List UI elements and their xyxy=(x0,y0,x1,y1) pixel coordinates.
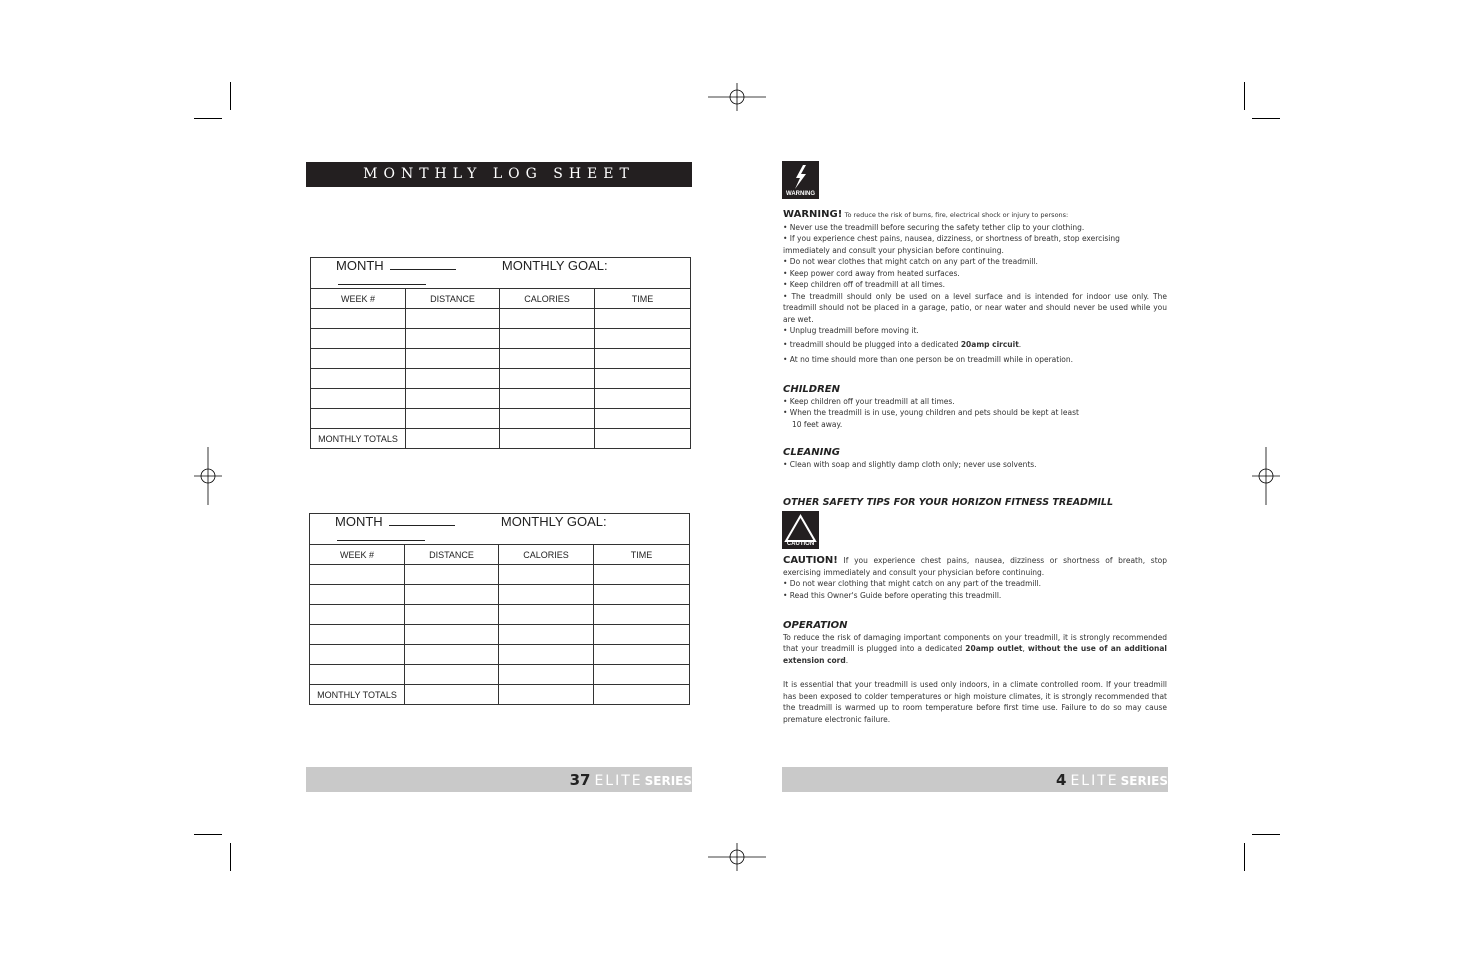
table-cell[interactable] xyxy=(311,329,406,349)
children-section xyxy=(783,384,1167,430)
operation-section xyxy=(783,620,1167,725)
table-cell[interactable] xyxy=(310,645,405,665)
warning-section xyxy=(783,209,1167,366)
table-cell[interactable] xyxy=(310,565,405,585)
table-cell[interactable] xyxy=(405,645,499,665)
table-cell[interactable] xyxy=(311,349,406,369)
crop-mark xyxy=(230,82,231,110)
table-row xyxy=(311,389,691,409)
table-cell[interactable] xyxy=(406,409,500,429)
list-item: • At no time should more than one person be on treadmill while in operation. xyxy=(783,355,1074,364)
table-cell[interactable] xyxy=(499,645,594,665)
list-item: • Keep children off of treadmill at all times. xyxy=(783,280,946,289)
table-cell[interactable] xyxy=(500,409,595,429)
children-heading: CHILDREN xyxy=(783,384,841,395)
crop-mark xyxy=(194,834,222,835)
registration-mark-icon xyxy=(708,83,766,111)
table-cell[interactable] xyxy=(406,309,500,329)
table-cell[interactable] xyxy=(595,329,691,349)
monthly-log-table xyxy=(310,257,691,449)
table-cell[interactable] xyxy=(499,585,594,605)
list-item: 10 feet away. xyxy=(792,419,843,429)
list-item: • Keep power cord away from heated surfaces. xyxy=(783,268,960,278)
table-cell[interactable] xyxy=(406,329,500,349)
caution-icon-label: CAUTION xyxy=(786,541,815,547)
table-cell[interactable] xyxy=(311,389,406,409)
table-cell[interactable] xyxy=(499,665,594,685)
table-row xyxy=(310,645,690,665)
table-cell[interactable] xyxy=(499,625,594,645)
list-item: • Do not wear clothes that might catch on any part of the treadmill. xyxy=(783,257,1038,266)
table-cell[interactable] xyxy=(594,665,690,685)
table-cell[interactable] xyxy=(310,665,405,685)
list-item: • Clean with soap and slightly damp cloth only; never use solvents. xyxy=(783,459,1037,469)
table-row xyxy=(311,309,691,329)
table-cell[interactable] xyxy=(595,349,691,369)
table-cell[interactable] xyxy=(406,369,500,389)
table-cell[interactable] xyxy=(310,625,405,645)
month-goal-row xyxy=(311,258,691,289)
table-cell[interactable] xyxy=(405,585,499,605)
table-cell[interactable] xyxy=(499,565,594,585)
column-header-week: WEEK # xyxy=(310,545,405,565)
table-row xyxy=(310,565,690,585)
table-row xyxy=(311,329,691,349)
list-item: • Read this Owner's Guide before operating this treadmill. xyxy=(783,590,1002,600)
month-field[interactable] xyxy=(389,515,455,526)
table-cell[interactable] xyxy=(500,329,595,349)
monthly-totals-label: MONTHLY TOTALS xyxy=(310,685,405,705)
operation-paragraph xyxy=(783,632,1167,667)
brand-elite: ELITE xyxy=(594,773,643,789)
caution-text: If you experience chest pains, nausea, dizziness or shortness of breath, stop exercising immediately and consult your physician before continuing. xyxy=(783,556,1167,577)
month-goal-row xyxy=(310,514,690,545)
brand-elite: ELITE xyxy=(1070,773,1119,789)
table-cell[interactable] xyxy=(500,389,595,409)
table-cell[interactable] xyxy=(594,585,690,605)
table-cell[interactable] xyxy=(595,369,691,389)
crop-mark xyxy=(230,843,231,871)
circuit-suffix: . xyxy=(1018,339,1022,349)
crop-mark xyxy=(1244,843,1245,871)
table-cell[interactable] xyxy=(311,309,406,329)
table-cell[interactable] xyxy=(311,369,406,389)
table-row xyxy=(310,625,690,645)
list-item: • The treadmill should only be used on a level surface and is intended for indoor use only. The treadmill should not be placed in a garage, patio, or near water and should never be used while you are wet. xyxy=(783,291,1167,324)
table-cell[interactable] xyxy=(405,605,499,625)
column-header-distance: DISTANCE xyxy=(406,289,500,309)
table-cell[interactable] xyxy=(406,389,500,409)
registration-mark-icon xyxy=(1252,447,1280,505)
month-label: MONTH xyxy=(335,514,383,529)
table-row xyxy=(311,369,691,389)
page-footer xyxy=(782,767,1168,792)
operation-text: . xyxy=(845,655,849,665)
list-item: • Never use the treadmill before securing the safety tether clip to your clothing. xyxy=(783,222,1085,232)
table-cell[interactable] xyxy=(595,429,691,449)
list-item: • When the treadmill is in use, young children and pets should be kept at least xyxy=(783,408,1079,417)
column-header-time: TIME xyxy=(594,545,690,565)
table-cell[interactable] xyxy=(594,605,690,625)
column-header-calories: CALORIES xyxy=(500,289,595,309)
circuit-prefix: • treadmill should be plugged into a dedicated xyxy=(783,339,961,349)
table-cell[interactable] xyxy=(594,685,690,705)
totals-row xyxy=(310,685,690,705)
crop-mark xyxy=(1252,834,1280,835)
table-cell[interactable] xyxy=(406,429,500,449)
table-row xyxy=(310,605,690,625)
monthly-goal-label: MONTHLY GOAL: xyxy=(500,514,607,529)
registration-mark-icon xyxy=(708,843,766,871)
table-cell[interactable] xyxy=(595,309,691,329)
list-item: • Keep children off your treadmill at all times. xyxy=(783,396,955,406)
page-number: 37 xyxy=(569,771,591,789)
crop-mark xyxy=(194,118,222,119)
totals-row xyxy=(311,429,691,449)
operation-bold: without the use of an additional extension cord xyxy=(783,644,1167,665)
cleaning-section xyxy=(783,447,1167,470)
caution-heading: CAUTION! xyxy=(783,555,838,566)
monthly-goal-field[interactable] xyxy=(337,530,425,541)
operation-bold: 20amp outlet xyxy=(965,644,1023,653)
table-row xyxy=(311,409,691,429)
table-cell[interactable] xyxy=(310,605,405,625)
circuit-bold: 20amp circuit xyxy=(960,339,1019,349)
caution-icon xyxy=(782,511,819,549)
table-cell[interactable] xyxy=(499,605,594,625)
monthly-goal-label: MONTHLY GOAL: xyxy=(501,258,608,273)
column-header-time: TIME xyxy=(595,289,691,309)
monthly-totals-label: MONTHLY TOTALS xyxy=(311,429,406,449)
crop-mark xyxy=(1244,82,1245,110)
operation-text: To reduce the risk of damaging important components on your treadmill, it is strongly recommended that your treadmill is plugged into a dedicated xyxy=(783,632,1167,653)
column-header-distance: DISTANCE xyxy=(405,545,499,565)
table-cell[interactable] xyxy=(594,565,690,585)
table-cell[interactable] xyxy=(595,389,691,409)
month-field[interactable] xyxy=(390,259,456,270)
operation-paragraph: It is essential that your treadmill is used only indoors, in a climate controlled room. If your treadmill has been exposed to colder temperatures or high moisture climates, it is strongly recommended that the treadmill is warmed up to room temperature before first time use. Failure to do so may cause premature electronic failure. xyxy=(783,680,1167,724)
column-header-week: WEEK # xyxy=(311,289,406,309)
table-cell[interactable] xyxy=(405,565,499,585)
table-cell[interactable] xyxy=(500,429,595,449)
table-cell[interactable] xyxy=(594,625,690,645)
warning-icon-label: WARNING xyxy=(786,191,815,197)
table-cell[interactable] xyxy=(311,409,406,429)
table-cell[interactable] xyxy=(310,585,405,605)
table-cell[interactable] xyxy=(405,685,499,705)
registration-mark-icon xyxy=(194,447,222,505)
other-safety-section xyxy=(783,497,1167,509)
table-cell[interactable] xyxy=(500,349,595,369)
month-label: MONTH xyxy=(336,258,384,273)
warning-intro: To reduce the risk of burns, fire, electrical shock or injury to persons: xyxy=(844,211,1069,219)
table-row xyxy=(311,349,691,369)
table-cell[interactable] xyxy=(500,309,595,329)
table-cell[interactable] xyxy=(500,369,595,389)
operation-heading: OPERATION xyxy=(783,620,848,631)
list-item: • If you experience chest pains, nausea, dizziness, or shortness of breath, stop exercising immediately and consult your physician before continuing. xyxy=(783,234,1120,255)
list-item: • Unplug treadmill before moving it. xyxy=(783,326,919,335)
warning-heading: WARNING! xyxy=(783,209,843,220)
crop-mark xyxy=(1252,118,1280,119)
table-cell[interactable] xyxy=(499,685,594,705)
monthly-log-table xyxy=(309,513,690,705)
page-number: 4 xyxy=(1056,771,1067,789)
table-cell[interactable] xyxy=(405,625,499,645)
page-footer xyxy=(306,767,692,792)
caution-section xyxy=(783,555,1167,601)
table-row xyxy=(310,665,690,685)
monthly-goal-field[interactable] xyxy=(338,274,426,285)
table-cell[interactable] xyxy=(594,645,690,665)
brand-series: SERIES xyxy=(644,774,692,788)
page-title: MONTHLY LOG SHEET xyxy=(306,162,692,187)
list-item xyxy=(783,339,1167,351)
cleaning-heading: CLEANING xyxy=(783,447,840,458)
column-header-calories: CALORIES xyxy=(499,545,594,565)
brand-series: SERIES xyxy=(1120,774,1168,788)
other-safety-heading: OTHER SAFETY TIPS FOR YOUR HORIZON FITNESS TREADMILL xyxy=(783,497,1114,508)
list-item: • Do not wear clothing that might catch on any part of the treadmill. xyxy=(783,579,1042,588)
table-cell[interactable] xyxy=(595,409,691,429)
operation-text: , xyxy=(1022,644,1028,653)
warning-icon xyxy=(782,161,819,199)
table-cell[interactable] xyxy=(405,665,499,685)
table-row xyxy=(310,585,690,605)
table-cell[interactable] xyxy=(406,349,500,369)
